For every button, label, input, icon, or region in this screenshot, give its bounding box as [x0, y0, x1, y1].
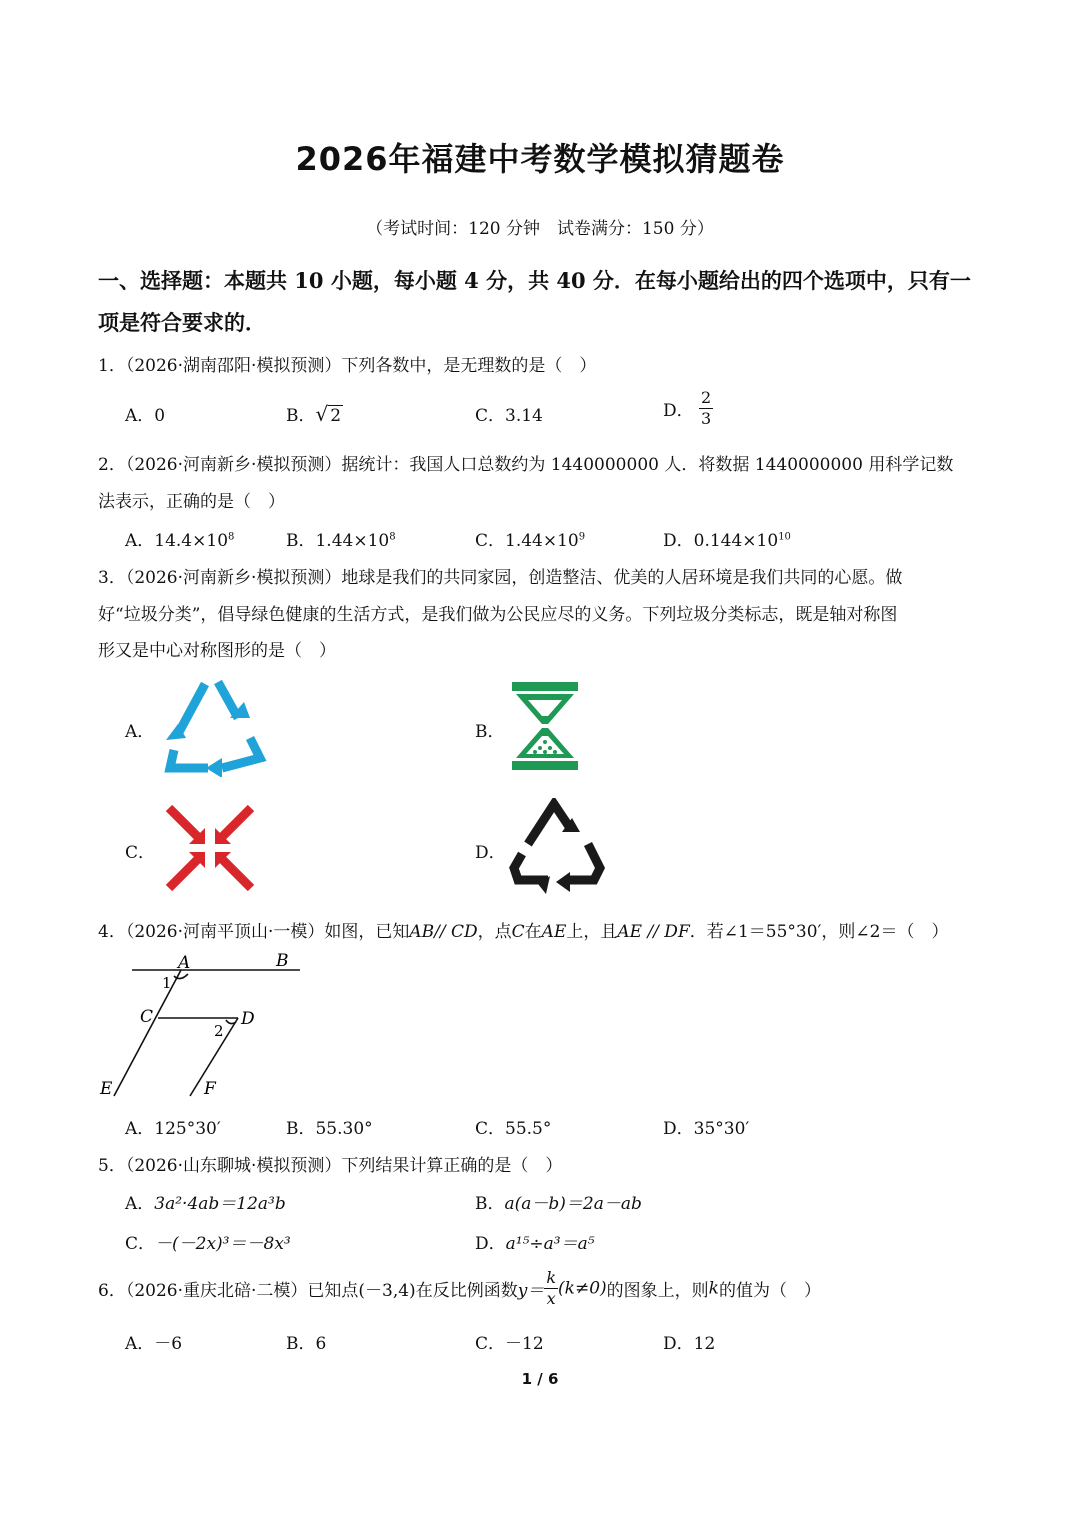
- q6-point: (－3,4): [358, 1281, 416, 1301]
- q4-option-c: C．55.5°: [475, 1119, 552, 1139]
- q2-option-d-base: D．0.144×10: [663, 531, 779, 551]
- q1-stem: 1．（2026·湖南邵阳·模拟预测）下列各数中，是无理数的是（ ）: [98, 356, 597, 376]
- q4-geometry-figure: [96, 950, 312, 1102]
- q1-option-d: [663, 390, 713, 427]
- q1-option-b: B．√ 2: [286, 402, 342, 426]
- q4-mid3: 上，且: [566, 922, 618, 942]
- q6-mid: 在反比例函数: [415, 1281, 518, 1301]
- q6-fraction: [544, 1270, 558, 1307]
- q4-stem-pre: 4．（2026·河南平顶山·一模）如图，已知: [98, 922, 410, 942]
- q6-stem: [98, 1270, 821, 1307]
- q5-option-b-label: B．: [475, 1194, 505, 1214]
- q4-ab-cd: AB// CD: [409, 922, 478, 942]
- q1-option-c: C．3.14: [475, 406, 543, 426]
- q2-option-b-base: B．1.44×10: [286, 531, 390, 551]
- q6-post: 的图象上，则: [606, 1281, 709, 1301]
- q3-option-a-label: A．: [125, 722, 155, 742]
- q5-option-a-label: A．: [125, 1194, 155, 1214]
- q2-option-a: [125, 526, 234, 551]
- q6-k: k: [708, 1278, 719, 1299]
- q6-end: 的值为（ ）: [718, 1281, 821, 1301]
- q3-option-d-label: D．: [475, 843, 506, 863]
- q4-label-d: D: [241, 1009, 255, 1029]
- q2-option-c-base: C．1.44×10: [475, 531, 579, 551]
- q5-option-b-expr: a(a－b)＝2a－ab: [504, 1194, 642, 1214]
- q4-option-a: A．125°30′: [125, 1119, 221, 1139]
- q4-angle-2: 2: [214, 1022, 224, 1040]
- q5-option-c-expr: －(－2x)³＝－8x³: [155, 1234, 291, 1254]
- page-title: 2026年福建中考数学模拟猜题卷: [295, 140, 785, 178]
- page-number: 1 / 6: [521, 1370, 559, 1388]
- q3-stem-line3: 形又是中心对称图形的是（ ）: [98, 641, 336, 661]
- recycle-triangle-icon: [160, 672, 270, 777]
- q4-label-b: B: [276, 951, 289, 971]
- q4-stem: [98, 917, 948, 942]
- q3-stem-line2: 好“垃圾分类”，倡导绿色健康的生活方式，是我们做为公民应尽的义务。下列垃圾分类标志，既是轴对称图: [98, 605, 898, 625]
- q2-option-a-exponent: 8: [228, 531, 235, 543]
- q4-option-d: D．35°30′: [663, 1119, 750, 1139]
- q6-option-d: D．12: [663, 1334, 716, 1354]
- q1-option-b-radicand: 2: [330, 406, 342, 426]
- q2-option-b: [286, 526, 396, 551]
- hourglass-icon: [508, 680, 582, 772]
- recycle-black-icon: [508, 798, 606, 894]
- q2-stem-line2: 法表示，正确的是（ ）: [98, 492, 285, 512]
- q2-option-c-exponent: 9: [578, 531, 586, 543]
- q1-option-b-label: B．: [286, 406, 316, 426]
- q5-option-a: [125, 1189, 286, 1214]
- q1-option-a: A．0: [125, 406, 166, 426]
- q1-option-d-label: D．: [663, 401, 694, 421]
- q4-ae: AE: [541, 922, 567, 942]
- q6-option-c: C．－12: [475, 1334, 544, 1354]
- q6-fraction-denominator: x: [546, 1289, 556, 1308]
- q6-y-eq: y＝: [517, 1281, 545, 1301]
- q4-ae-df: AE // DF: [617, 922, 690, 942]
- q5-option-b: [475, 1189, 642, 1214]
- q4-label-e: E: [100, 1079, 113, 1099]
- q6-option-b: B．6: [286, 1334, 327, 1354]
- q4-label-a: A: [178, 953, 191, 973]
- q6-option-a: A．－6: [125, 1334, 183, 1354]
- q4-point-c: C: [511, 922, 525, 942]
- section-heading-line2: 项是符合要求的．: [98, 310, 266, 335]
- q2-stem-line1: 2．（2026·河南新乡·模拟预测）据统计：我国人口总数约为 1440000000 人．将数据 1440000000 用科学记数: [98, 455, 954, 475]
- exam-meta: （考试时间：120 分钟 试卷满分：150 分）: [366, 219, 714, 239]
- q2-option-c: [475, 526, 585, 551]
- compress-arrows-icon: [163, 802, 257, 894]
- q2-option-d: [663, 526, 791, 551]
- q2-option-b-exponent: 8: [389, 531, 396, 543]
- q2-option-a-base: A．14.4×10: [125, 531, 229, 551]
- q6-fraction-numerator: k: [546, 1268, 557, 1287]
- section-heading-line1: 一、选择题：本题共 10 小题，每小题 4 分，共 40 分．在每小题给出的四个选项中，只有一: [98, 268, 971, 293]
- q5-option-c: [125, 1229, 291, 1254]
- q4-angle-1: 1: [162, 974, 172, 992]
- q1-option-d-denominator: 3: [701, 409, 712, 428]
- q4-mid1: ，点: [477, 922, 512, 942]
- q5-stem: 5．（2026·山东聊城·模拟预测）下列结果计算正确的是（ ）: [98, 1156, 563, 1176]
- q3-stem-line1: 3．（2026·河南新乡·模拟预测）地球是我们的共同家园，创造整洁、优美的人居环境是我们共同的心愿。做: [98, 568, 903, 588]
- q4-option-b: B．55.30°: [286, 1119, 373, 1139]
- q5-option-c-label: C．: [125, 1234, 156, 1254]
- q1-option-d-fraction: [699, 390, 713, 427]
- q6-condition: (k≠0): [558, 1278, 607, 1299]
- q4-label-f: F: [204, 1079, 216, 1099]
- q2-option-d-exponent: 10: [778, 531, 791, 543]
- q1-option-d-numerator: 2: [701, 388, 712, 407]
- q4-mid4: ．若∠1＝55°30′，则∠2＝（ ）: [689, 922, 949, 942]
- q4-label-c: C: [140, 1007, 154, 1027]
- q5-option-d-label: D．: [475, 1234, 506, 1254]
- q3-option-c-label: C．: [125, 843, 156, 863]
- q5-option-d-expr: a¹⁵÷a³＝a⁵: [505, 1234, 595, 1254]
- q3-option-b-label: B．: [475, 722, 505, 742]
- q5-option-a-expr: 3a²·4ab＝12a³b: [154, 1194, 286, 1214]
- q4-mid2: 在: [524, 922, 542, 942]
- q6-stem-pre: 6．（2026·重庆北碚·二模）已知点: [98, 1281, 359, 1301]
- q5-option-d: [475, 1229, 595, 1254]
